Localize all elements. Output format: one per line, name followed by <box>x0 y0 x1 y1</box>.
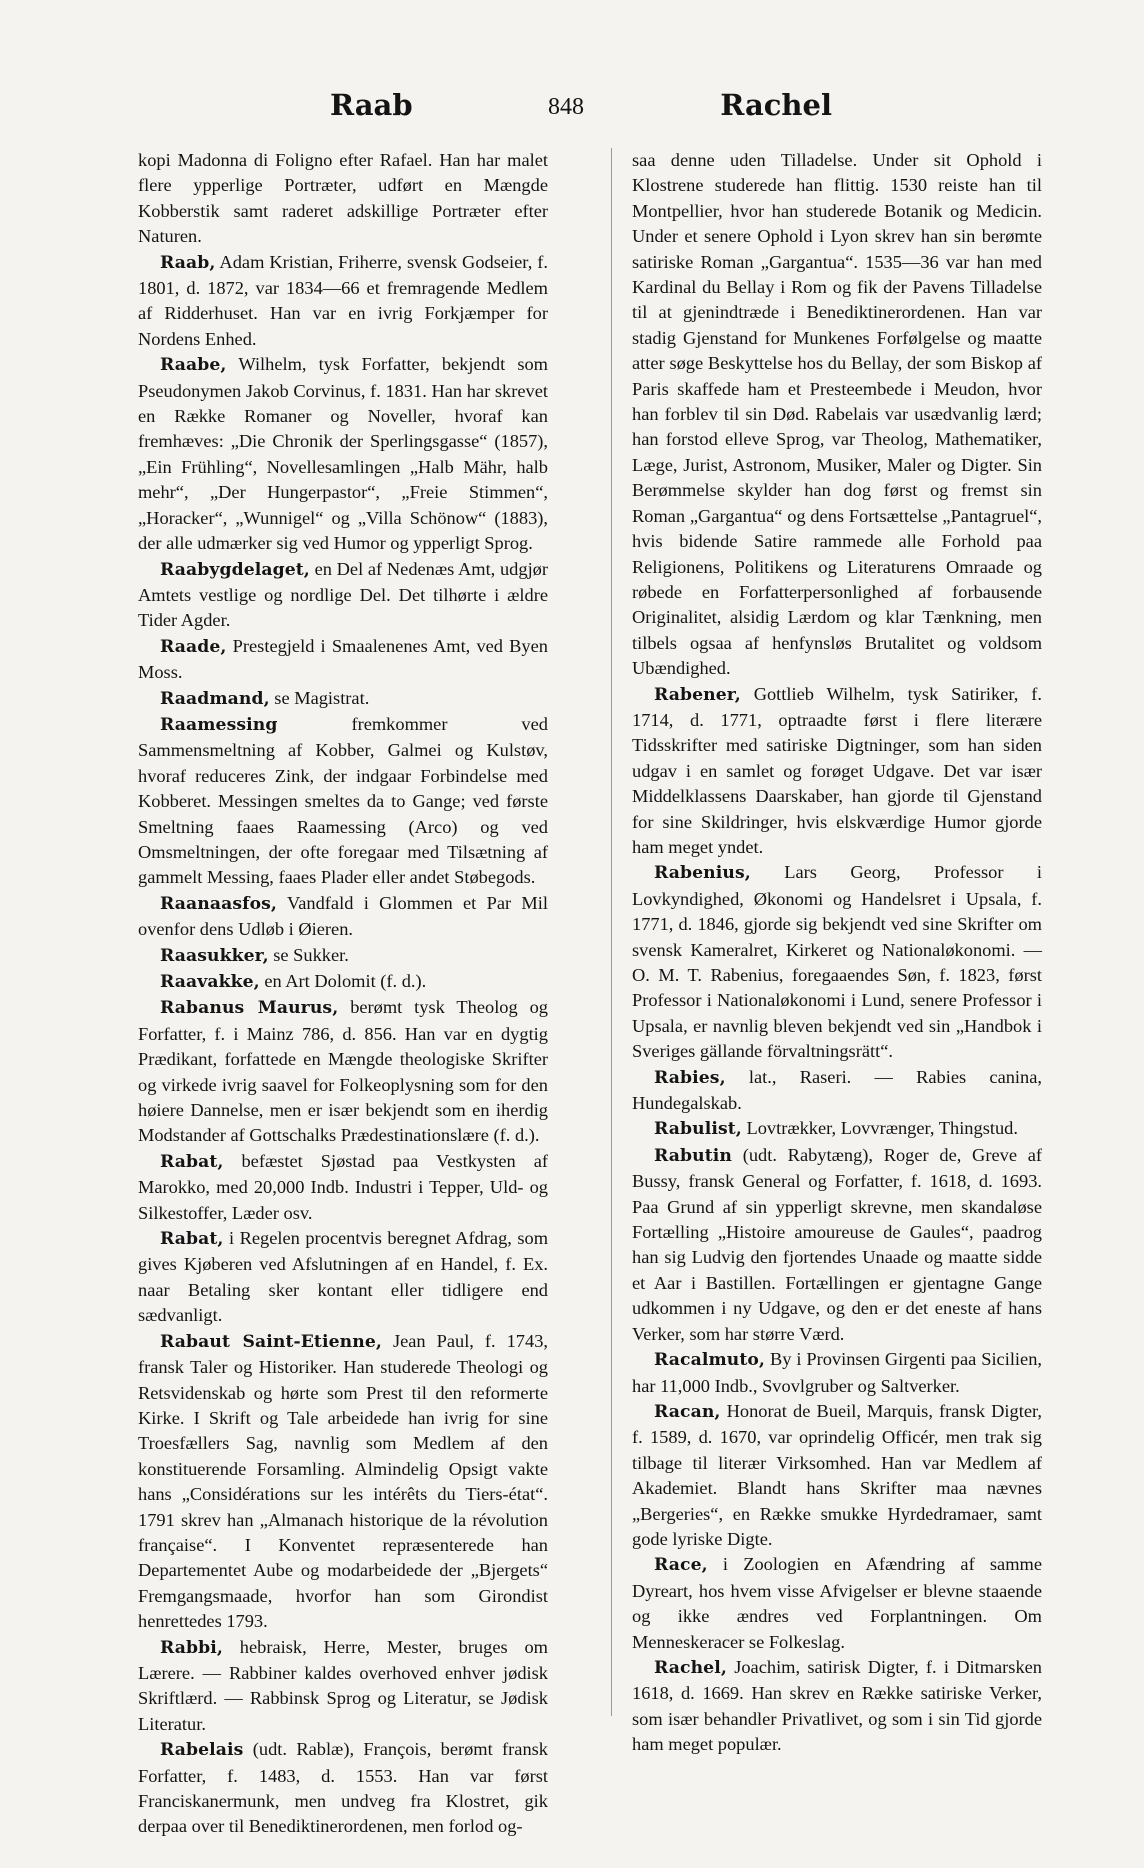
right-column <box>632 148 1042 1758</box>
dictionary-entry <box>632 1399 1042 1552</box>
dictionary-entry <box>138 250 548 353</box>
dictionary-entry <box>138 1635 548 1738</box>
dictionary-entry <box>138 634 548 686</box>
dictionary-entry <box>138 1149 548 1226</box>
entry-text: (udt. Rablæ), François, berømt fransk Forfatter, f. 1483, d. 1553. Han var først Franciskanermunk, men undveg fra Klostret, gik derpaa over til Benediktinerordenen, men forlod og- <box>138 1739 548 1837</box>
dictionary-entry <box>632 1143 1042 1347</box>
entry-headword: Race, <box>654 1555 708 1576</box>
entry-headword: Rabulist, <box>654 1119 742 1140</box>
entry-text: lat., Raseri. — Rabies canina, Hundegalskab. <box>632 1066 1042 1114</box>
entry-text: Joachim, satirisk Digter, f. i Ditmarsken 1618, d. 1669. Han skrev en Række satiriske Verker, som især behandler Privatlivet, og som i sin Tid gjorde ham meget populær. <box>632 1656 1042 1755</box>
dictionary-entry <box>138 1737 548 1840</box>
entry-headword: Rabutin <box>654 1145 732 1166</box>
entry-text: befæstet Sjøstad paa Vestkysten af Marokko, med 20,000 Indb. Industri i Tepper, Uld- og Silkestoffer, Læder osv. <box>138 1150 548 1223</box>
entry-text: Prestegjeld i Smaalenenes Amt, ved Byen Moss. <box>138 635 548 683</box>
entry-headword: Rachel, <box>654 1657 727 1678</box>
dictionary-entry <box>632 148 1042 682</box>
entry-text: Honorat de Bueil, Marquis, fransk Digter, f. 1589, d. 1670, var oprindelig Officér, men trak sig tilbage til literær Virksomhed. Han var Medlem af Akademiet. Blandt hans Skrifter maa nævnes „Bergeries“, en Række smukke Hyrdedramaer, samt gode lyriske Digte. <box>632 1400 1042 1549</box>
entry-text: By i Provinsen Girgenti paa Sicilien, har 11,000 Indb., Svovlgruber og Saltverker. <box>632 1349 1042 1396</box>
entry-headword: Raabygdelaget, <box>160 559 310 580</box>
header-right-word: Rachel <box>720 88 832 122</box>
entry-headword: Raadmand, <box>160 688 270 709</box>
dictionary-entry <box>632 682 1042 861</box>
dictionary-entry <box>138 969 548 995</box>
running-header <box>150 88 982 138</box>
entry-headword: Raabe, <box>160 355 227 376</box>
header-left-word: Raab <box>330 88 413 122</box>
entry-text: i Regelen procentvis beregnet Afdrag, som gives Kjøberen ved Afslutningen af en Handel, f. Ex. naar Betaling sker kontant eller tidligere end sædvanligt. <box>138 1228 548 1326</box>
dictionary-entry <box>138 557 548 634</box>
entry-headword: Raade, <box>160 636 227 657</box>
entry-text: kopi Madonna di Foligno efter Rafael. Han har malet flere ypperlige Portræter, udført en Mængde Kobberstik samt raderet adskillige Portræter efter Naturen. <box>138 150 548 247</box>
dictionary-entry <box>632 1347 1042 1399</box>
entry-headword: Rabat, <box>160 1229 224 1250</box>
dictionary-entry <box>632 860 1042 1064</box>
entry-text: se Magistrat. <box>269 687 370 708</box>
entry-headword: Raamessing <box>160 714 278 735</box>
entry-text: Lars Georg, Professor i Lovkyndighed, Økonomi og Handelsret i Upsala, f. 1771, d. 1846, gjorde sig bekjendt ved sine Skrifter om svensk Kameralret, Kirkeret og Nationaløkonomi. — O. M. T. Rabenius, foregaaendes Søn, f. 1823, først Professor i Nationaløkonomi i Lund, senere Professor i Upsala, er navnlig bleven bekjendt ved sin „Handbok i Sveriges gällande förvaltningsrätt“. <box>632 862 1042 1062</box>
entry-text: i Zoologien en Afændring af samme Dyreart, hos hvem visse Afvigelser er blevne staaende og ikke ændres ved Forplantningen. Om Menneskeracer se Folkeslag. <box>632 1554 1042 1652</box>
left-column <box>138 148 548 1840</box>
entry-headword: Rabies, <box>654 1067 726 1088</box>
dictionary-entry <box>138 712 548 891</box>
entry-headword: Rabbi, <box>160 1637 223 1658</box>
entry-headword: Racan, <box>654 1401 721 1422</box>
entry-text: Vandfald i Glommen et Par Mil ovenfor dens Udløb i Øieren. <box>138 892 548 940</box>
entry-headword: Raanaasfos, <box>160 893 278 914</box>
entry-text: en Del af Nedenæs Amt, udgjør Amtets vestlige og nordlige Del. Det tilhørte i ældre Tider Agder. <box>138 558 548 631</box>
dictionary-entry <box>138 995 548 1148</box>
dictionary-entry <box>632 1655 1042 1758</box>
entry-headword: Rabanus Maurus, <box>160 998 339 1019</box>
dictionary-entry <box>138 891 548 943</box>
entry-headword: Raavakke, <box>160 972 260 992</box>
dictionary-entry <box>138 686 548 712</box>
entry-text: (udt. Rabytæng), Roger de, Greve af Bussy, fransk General og Forfatter, f. 1618, d. 1693. Paa Grund af sin ypperligt skrevne, men skandaløse Fortælling „Histoire amoureuse de Gaules“, paadrog han sig Ludvig den fjortendes Unaade og maatte sidde et Aar i Bastillen. Fortællingen er gjentagne Gange udkommen i ny Udgave, og den er det eneste af hans Verker, som har større Værd. <box>632 1144 1042 1344</box>
entry-headword: Rabaut Saint-Etienne, <box>160 1331 382 1352</box>
entry-headword: Rabelais <box>160 1740 244 1761</box>
entry-text: Wilhelm, tysk Forfatter, bekjendt som Pseudonymen Jakob Corvinus, f. 1831. Han har skrevet en Række Romaner og Noveller, hvoraf kan fremhæves: „Die Chronik der Sperlingsgasse“ (1857), „Ein Frühling“, Novellesamlingen „Halb Mähr, halb mehr“, „Der Hungerpastor“, „Freie Stimmen“, „Horacker“, „Wunnigel“ og „Villa Schönow“ (1883), der alle udmærker sig ved Humor og ypperligt Sprog. <box>138 354 548 554</box>
entry-text: hebraisk, Herre, Mester, bruges om Lærere. — Rabbiner kaldes overhoved enhver jødisk Skriftlærd. — Rabbinsk Sprog og Literatur, se Jødisk Literatur. <box>138 1636 548 1734</box>
entry-text: berømt tysk Theolog og Forfatter, f. i Mainz 786, d. 856. Han var en dygtig Prædikant, forfattede en Mængde theologiske Skrifter og virkede ivrig saavel for Folkeoplysning som for den høiere Dannelse, men er især bekjendt som en iherdig Modstander af Gottschalks Prædestinationslære (f. d.). <box>138 997 548 1146</box>
dictionary-entry <box>632 1552 1042 1655</box>
dictionary-entry <box>632 1116 1042 1142</box>
dictionary-entry <box>632 1065 1042 1117</box>
dictionary-entry <box>138 1329 548 1635</box>
entry-text: Adam Kristian, Friherre, svensk Godseier, f. 1801, d. 1872, var 1834—66 et fremragende Medlem af Ridderhuset. Han var en ivrig Forkjæmper for Nordens Enhed. <box>138 251 548 349</box>
entry-text: fremkommer ved Sammensmeltning af Kobber, Galmei og Kulstøv, hvoraf reduceres Zink, der indgaar Forbindelse med Kobberet. Messingen smeltes da to Gange; ved første Smeltning faaes Raamessing (Arco) og ved Omsmeltningen, der ofte foregaar med Tilsætning af gammelt Messing, faaes Plader eller andet Støbegods. <box>138 713 548 888</box>
entry-headword: Racalmuto, <box>654 1350 766 1371</box>
entry-headword: Rabenius, <box>654 863 751 884</box>
page-number: 848 <box>548 94 584 120</box>
entry-text: Gottlieb Wilhelm, tysk Satiriker, f. 1714, d. 1771, optraadte først i flere literære Tidsskrifter med satiriske Digtninger, som han siden udgav i en samlet og forøget Udgave. Det var især Middelklassens Daarskaber, han gjorde til Gjenstand for sine Skildringer, hvis elskværdige Humor gjorde ham meget yndet. <box>632 683 1042 857</box>
entry-headword: Rabat, <box>160 1151 224 1172</box>
entry-headword: Raab, <box>160 252 216 273</box>
dictionary-entry <box>138 943 548 969</box>
dictionary-entry <box>138 352 548 556</box>
column-divider <box>611 148 612 1716</box>
dictionary-entry <box>138 148 548 250</box>
entry-text: Lovtrækker, Lovvrænger, Thingstud. <box>741 1118 1018 1139</box>
entry-headword: Rabener, <box>654 684 741 705</box>
dictionary-entry <box>138 1226 548 1329</box>
entry-headword: Raasukker, <box>160 945 269 966</box>
entry-text: se Sukker. <box>268 944 349 965</box>
entry-text: saa denne uden Tilladelse. Under sit Ophold i Klostrene studerede han flittig. 1530 reiste han til Montpellier, hvor han studerede Botanik og Medicin. Under et senere Ophold i Lyon skrev han sin berømte satiriske Roman „Gargantua“. 1535—36 var han med Kardinal du Bellay i Rom og fik der Pavens Tilladelse til at gjenindtræde i Benediktinerordenen. Han var stadig Gjenstand for Munkenes Forfølgelse og maatte atter søge Beskyttelse hos du Bellay, der som Biskop af Paris skaffede ham et Presteembede i Meudon, hvor han forblev til sin Død. Rabelais var usædvanlig lærd; han forstod elleve Sprog, var Theolog, Mathematiker, Læge, Jurist, Astronom, Musiker, Maler og Digter. Sin Berømmelse skylder han dog først og fremst sin Roman „Gargantua“ og dens Fortsættelse „Pantagruel“, hvis bidende Satire rammede alle Forhold paa Religionens, Politikens og Literaturens Omraade og røbede en Forfatterpersonlighed af forbausende Originalitet, alsidig Lærdom og klar Tænkning, men tilbels ogsaa af henfynsløs Brutalitet og voldsom Ubændighed. <box>632 150 1042 679</box>
entry-text: Jean Paul, f. 1743, fransk Taler og Historiker. Han studerede Theologi og Retsvidenskab og hørte som Prest til den reformerte Kirke. I Skrift og Tale arbeidede han ivrig for sine Troesfællers Sag, navnlig som Medlem af den konstituerende Forsamling. Almindelig Opsigt vakte hans „Considérations sur les intérêts du Tiers-état“. 1791 skrev han „Almanach historique de la révolution française“. I Konventet repræsenterede han Departementet Aube og modarbeidede der „Bjergets“ Fremgangsmaade, hvorfor han som Girondist henrettedes 1793. <box>138 1330 548 1632</box>
entry-text: en Art Dolomit (f. d.). <box>259 971 427 991</box>
